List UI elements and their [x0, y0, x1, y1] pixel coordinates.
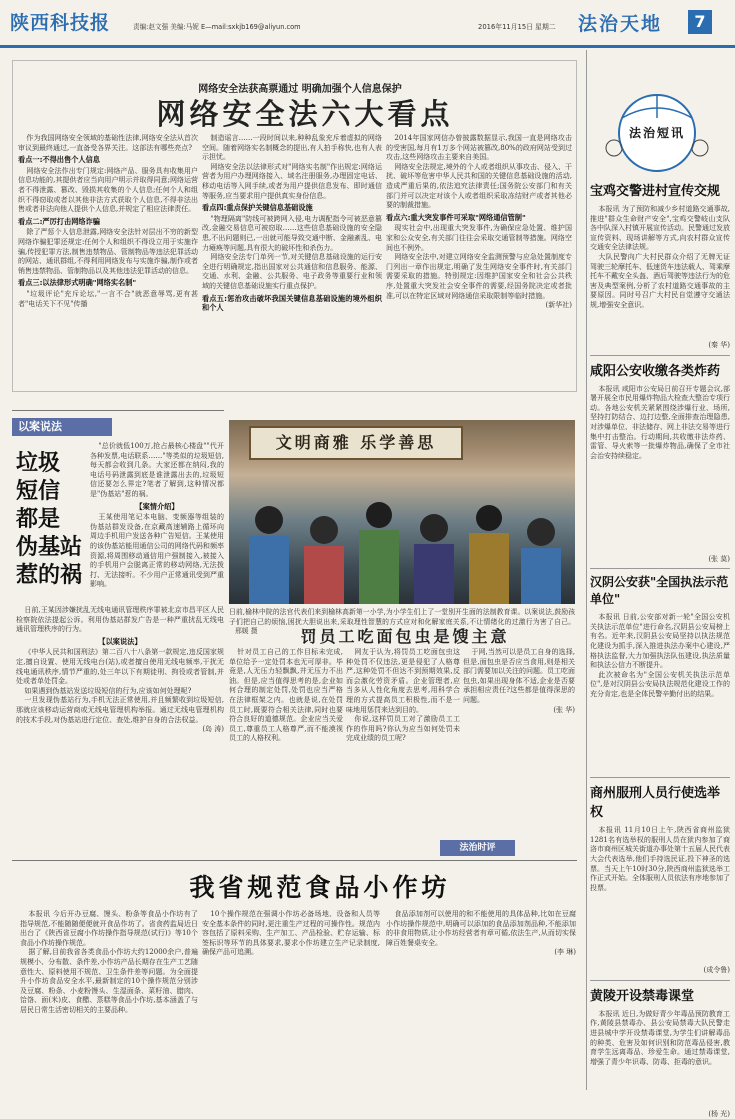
divider	[590, 777, 730, 778]
main-article-col2	[202, 134, 382, 390]
news-title: 黄陵开设禁毒课堂	[590, 988, 695, 1004]
article-source: (岛 涛)	[202, 725, 224, 734]
cafe-article-title: 罚员工吃面包虫是馊主意	[300, 627, 510, 646]
paragraph: 网络安全法以法律形式对"网络实名制"作出规定:网络运营者为用户办理网络接入、域名注册服务,办理固定电话、移动电话等入网手续,或者为用户提供信息发布、即时通信等服务,应当要求用户提供真实身份信息。	[202, 162, 382, 200]
main-article-subtitle: 网络安全法获高票通过 明确加强个人信息保护	[198, 84, 402, 95]
paragraph: 一旦发现伪基站行为,手机无法正常使用,并且频繁收到垃圾短信,那就应该移动运营商或无线电管理机构举报。通过无线电管理机构的技术手段,对伪基站进行定位、查处,维护自身的合法权益。	[16, 696, 224, 724]
title-line: 短信	[16, 479, 61, 504]
paragraph: 于网,当然可以是员工自身的选择,但是,面包虫是否应当食用,则是相关部门需要加以关注的问题。员工吃面包虫,如果出现身体不适,企业是否要承担相应责任?这些都是值得深思的问题。	[463, 648, 575, 704]
main-article-intro: 作为我国网络安全领域的基础性法律,网络安全法从首次审议到最终通过,一直备受各界关注。这部法有哪些亮点?	[18, 134, 198, 152]
section-heading: 【案情介绍】	[135, 501, 179, 511]
news-body	[590, 385, 730, 555]
divider	[590, 980, 730, 981]
paragraph: 王某使用笔记本电脑、变频器等组装的伪基站群发设备,在京藏高速辅路上循环向周边手机用户发送各种广告短信。王某使用的该伪基站能用通信公司的网络代码和频率资源,将周围移动通信用户强制接入,被接入的手机用户会脱离正常的移动网络,无法拨打、无法接听。不少用户正常通讯受到严重影响。	[90, 513, 224, 589]
classroom-photo	[229, 420, 575, 604]
paragraph: 网络安全法作出专门规定:网络产品、服务具有收集用户信息功能的,其提供者应当向用户明示并取得同意;网络运营者不得泄露、篡改、毁损其收集的个人信息;任何个人和组织不得窃取或者以其他非法方式获取个人信息,不得非法出售或者非法向他人提供个人信息,并规定了相应法律责任。	[18, 166, 198, 214]
paper-name: 陕西科技报	[10, 12, 111, 34]
news-source: (张 莫)	[708, 554, 730, 563]
commentary-tag: 法治时评	[440, 840, 515, 856]
news-source: (秦 华)	[708, 341, 730, 349]
cafe-article-col1	[229, 648, 343, 844]
paragraph: 《中华人民共和国刑法》第二百八十八条第一款规定,违反国家规定,擅自设置、使用无线电台(站),或者擅自使用无线电频率,干扰无线电通讯秩序,情节严重的,处三年以下有期徒刑、拘役或者管制,并处或者单处罚金。	[16, 648, 224, 686]
paragraph: 大队民警向广大村民群众介绍了无牌无证驾驶三轮摩托车、低速货车违法载人、驾乘摩托车不戴安全头盔、酒后驾驶等违法行为的危害及典型案例,分析了农村道路交通事故的主要原因。同时号召广大村民自觉遵守交通法规,增强安全意识。	[590, 252, 730, 309]
main-article-title: 网络安全法六大看点	[156, 97, 454, 131]
paragraph: 网络安全法专门单列一节,对关键信息基础设施的运行安全进行明确规定,指出国家对公共通信和信息服务、能源、交通、水利、金融、公共服务、电子政务等重要行业和领域的关键信息基础设施实行重点保护。	[202, 253, 382, 290]
section-heading: 看点一:不得出售个人信息	[18, 155, 100, 165]
article-source: (李 琳)	[554, 948, 576, 957]
paragraph: 本报讯 日前,公安部对新一轮"全国公安机关执法示范单位"进行命名,汉阴县公安局榜上有名。近年来,汉阴县公安局坚持以执法规范化建设为抓手,深入推进执法办案中心建设,严格执法监督,大力加强执法队伍建设,执法质量和执法公信力不断提升。	[590, 613, 730, 670]
scam-column-text	[90, 442, 224, 602]
title-line: 伪基站	[16, 535, 83, 560]
classroom-banner: 文明商雅 乐学善思	[249, 426, 463, 460]
news-source: (杨 光)	[708, 1109, 730, 1118]
main-article-col3	[386, 134, 572, 390]
paragraph: 本报讯 为了预防和减少乡村道路交通事故,推进"群众生命财产安全",宝鸡交警岐山支队各中队深入村镇开展宣传活动。民警通过发放宣传资料、现场讲解等方式,向农村群众宣传交通安全法律法规。	[590, 205, 730, 252]
paragraph: 本报讯 咸阳市公安局日前召开专题会议,部署开展全市民用爆炸物品大检查大整治专项行动。各地公安机关紧紧围绕涉爆行业、场所,坚持打防结合、边打边整,全面排查治理隐患,对涉爆单位、非法储存、网上非法交易等进行集中打击整治。行动期间,共收缴非法炸药、雷管、导火索等一批爆炸物品,确保了全市社会治安持续稳定。	[590, 384, 730, 460]
law-news-badge-label: 法治短讯	[628, 126, 685, 140]
section-heading: 【以案说法】	[98, 636, 142, 646]
paragraph: "垃圾评论"充斥论坛,"一言不合"就恶意辱骂,更有甚者"电话关下不见"传播	[18, 289, 198, 308]
news-title: 咸阳公安收缴各类炸药	[590, 363, 721, 379]
paragraph: 日前,王某因涉嫌扰乱无线电通讯管理秩序罪被北京市昌平区人民检察院依法提起公诉。利用伪基站群发广告是一种严重扰乱无线电通讯管理秩序的行为。	[16, 606, 224, 634]
snack-article-col3	[386, 910, 576, 1090]
article-source: (新华社)	[545, 301, 572, 310]
paragraph: 如果遇到伪基站发送垃圾短信的行为,应该如何处理呢?	[24, 686, 192, 695]
editor-info: 责编:赵文强 美编:马妮 E—mail:sxkjb169@aliyun.com	[133, 23, 301, 31]
divider	[12, 410, 224, 411]
right-column	[590, 180, 730, 1119]
column-tag: 以案说法	[12, 418, 112, 436]
paragraph: 本报讯 今后开办豆腐、馒头、粉条等食品小作坊有了指导规范,不能随随便便就开食品作坊了。省食药监局近日出台了《陕西省豆腐小作坊操作指导规范(试行)》等10个食品小作坊操作规范。	[20, 910, 198, 947]
paragraph: 本报讯 近日,为做好青少年毒品预防教育工作,黄陵县禁毒办、县公安局禁毒大队民警走进县城中学开设禁毒课堂,为学生们讲解毒品的种类、危害及如何识别和防范毒品侵害,教育学生远离毒品、珍爱生命。通过禁毒课堂,增强了青少年识毒、防毒、拒毒的意识。	[590, 1009, 730, 1066]
section-heading: 看点三:以法律形式明确"网络实名制"	[18, 278, 137, 288]
title-line: 都是	[16, 507, 61, 532]
news-body	[590, 1010, 730, 1110]
section-heading: 看点六:重大突发事件可采取"网络通信管制"	[386, 212, 526, 222]
divider	[12, 860, 577, 861]
paragraph: 本报讯 11月10日上午,陕西省商州监狱1281名有选举权的服刑人员在狱内参加了商洛市商州区城关街道办事处第十五届人民代表大会代表选举,他们手持选民证,投下神圣的选票。当天上午10时30分,陕西商州监狱选举工作正式开始。全体服刑人员依法有序地参加了投票。	[590, 826, 730, 892]
scam-column-text-lower	[16, 606, 224, 834]
cafe-article-col2	[346, 648, 460, 844]
paragraph: 10个操作规范在强调小作坊必备场地、设备和人员等安全基本条件的同时,更注重生产过程的可操作性。规范内容包括了原料采购、生产加工、产品检验、贮存运输、标签标识等环节的具体要求,要求小作坊建立生产记录制度,确保产品可追溯。	[202, 910, 380, 957]
caption-text: 日前,榆林中院的法官代表们来到榆林高新第一小学,为小学生们上了一堂别开生面的法制教育课。以案说法,鼓励孩子们把自己的烦恼,困扰大胆说出来,采取理性智慧的方式应对和化解家庭关系,不让情绪化的过激行为害了自己。	[229, 608, 575, 626]
date-info: 2016年11月15日 星期二	[478, 23, 556, 31]
divider	[590, 355, 730, 356]
paragraph: 食品添加剂可以使用的和不能使用的具体品种,比如在豆腐小作坊操作规范中,明确可以添加的食品添加剂品种,不能添加的非食用物质,让小作坊经营者有章可循,依法生产,从而切实保障百姓餐桌安全。	[386, 910, 576, 947]
photo-credit: 邢媛 摄	[235, 627, 258, 636]
paragraph: "物理隔离"防线可被跨网入侵,电力调配指令可被恶意篡改,金融交易信息可被窃取……这些信息基础设施的安全隐患,不出问题则已,一出就可能导致交通中断、金融紊乱、电力瘫痪等问题,具有很大的破坏性和杀伤力。	[202, 214, 382, 252]
paragraph: 网络安全法规定,境外的个人或者组织从事攻击、侵入、干扰、破坏等危害中华人民共和国的关键信息基础设施的活动,造成严重后果的,依法追究法律责任;国务院公安部门和有关部门并可以决定对该个人或者组织采取冻结财产或者其他必要的制裁措施。	[386, 162, 572, 210]
news-title: 汉阴公安获"全国执法示范单位"	[590, 575, 729, 607]
page-number: 7	[688, 10, 712, 34]
paragraph: 除了严惩个人信息泄露,网络安全法针对层出不穷的新型网络诈骗犯罪还规定:任何个人和组织不得设立用于实施诈骗,传授犯罪方法,制售违禁物品、管制物品等违法犯罪活动的网站、通讯群组,不得利用网络发布与实施诈骗,制作或者销售违禁物品、管制物品以及其他违法犯罪活动的信息。	[18, 228, 198, 275]
scam-column-title	[16, 450, 86, 590]
section-heading: 看点二:严厉打击网络诈骗	[18, 216, 100, 226]
paragraph: 网络安全法中,对建立网络安全监测预警与应急处置制度专门列出一章作出规定,明确了发生网络安全事件时,有关部门需要采取的措施。特别规定:因维护国家安全和社会公共秩序,处置重大突发社会安全事件的需要,经国务院决定或者批准,可以在特定区域对网络通信采取限制等临时措施。	[386, 253, 572, 300]
section-heading: 看点四:重点保护关键信息基础设施	[202, 203, 313, 213]
students-illustration	[229, 460, 575, 604]
divider	[590, 568, 730, 569]
news-body	[590, 613, 730, 773]
paragraph: 据了解,目前我省各类食品小作坊大约12000余户,普遍规模小、分布散、条件差,小作坊产品长期存在生产工艺随意性大、原料使用不规范、卫生条件差等问题。为全面提升小作坊食品安全水平,最新制定的10个操作规范分别涉及豆腐、粉条、小麦粉馒头、生湿面条、菜籽油、腊肉、饸饹、面(米)皮、食醋、蒸糕等食品小作坊,基本涵盖了与居民日常生活密切相关的主要品种。	[20, 948, 198, 1014]
snack-article-title: 我省规范食品小作坊	[189, 873, 451, 902]
main-article-col1	[18, 134, 198, 390]
title-line: 惹的祸	[16, 563, 83, 588]
section-title: 法治天地	[578, 13, 663, 35]
snack-article-col2	[202, 910, 380, 1090]
paragraph: 此次被命名为"全国公安机关执法示范单位",是对汉阴县公安局执法规范化建设工作的充分肯定,也是全体民警辛勤付出的结果。	[590, 670, 730, 698]
section-heading: 看点五:惩治攻击破坏我国关键信息基础设施的境外组织和个人	[202, 293, 382, 313]
paragraph: 制造谣言……一段时间以来,种种乱象充斥着虚拟的网络空间。随着网络实名制概念的提出,有人拍手称快,也有人表示担忧。	[202, 134, 382, 162]
news-body	[590, 826, 730, 966]
news-body	[590, 205, 730, 341]
news-title: 宝鸡交警进村宣传交规	[590, 184, 721, 199]
snack-article-col1	[20, 910, 198, 1090]
paragraph: 2014年国家网信办曾披露数据显示,我国一直是网络攻击的受害国,每月有1万多个网站被篡改,80%的政府网站受到过攻击,这些网络攻击主要来自美国。	[386, 134, 572, 162]
column-divider	[586, 50, 587, 1090]
article-source: (张 华)	[553, 705, 575, 714]
title-line: 垃圾	[16, 451, 61, 476]
cafe-article-col3	[463, 648, 575, 834]
news-title: 商州服刑人员行使选举权	[590, 786, 721, 821]
paragraph: 针对员工自己的工作目标未完成,单位给予一定处罚本也无可厚非。毕竟是,人无压力轻飘飘,井无压力不出油。但是,应当值得思考的是,企业如何合理的制定处罚,处罚也应当严格在法律框架之内。也就是说,在处罚员工时,既要符合相关法律,同时也要符合良好的道德规范。企业应当关爱员工,尊重员工人格尊严,而不能漠视员工的人格权利。	[229, 648, 343, 743]
news-source: (成令鲁)	[703, 966, 730, 975]
paragraph: 现实社会中,出现重大突发事件,为确保应急处置、维护国家和公众安全,有关部门往往会采取交通管制等措施。网络空间也不例外。	[386, 224, 572, 252]
paragraph: 你说,这样罚员工对了激励员工工作的作用吗?你认为应当如何处罚未完成业绩的员工呢?	[346, 715, 460, 743]
paragraph: 网友于认为,将罚员工吃面包虫这种处罚不仅违法,更是侵犯了人格尊严,这种处罚不但达不到预期效果,反而会激化劳资矛盾。企业管理者,应当多从人性化角度去思考,用科学合理的方式提高员工积极性,而不是一味地用惩罚来达到目的。	[346, 648, 460, 714]
paragraph: "总价就低100万,抢占最核心楼盘""代开各种发票,电话联系……"等类似的垃圾短信,每天都会收到几条。大家还都在纳闷,我的电话号码泄露到底是谁泄露出去的,垃圾短信还要怎么界定?笔者了解到,这种情况都是"伪基站"惹的祸。	[90, 442, 224, 498]
